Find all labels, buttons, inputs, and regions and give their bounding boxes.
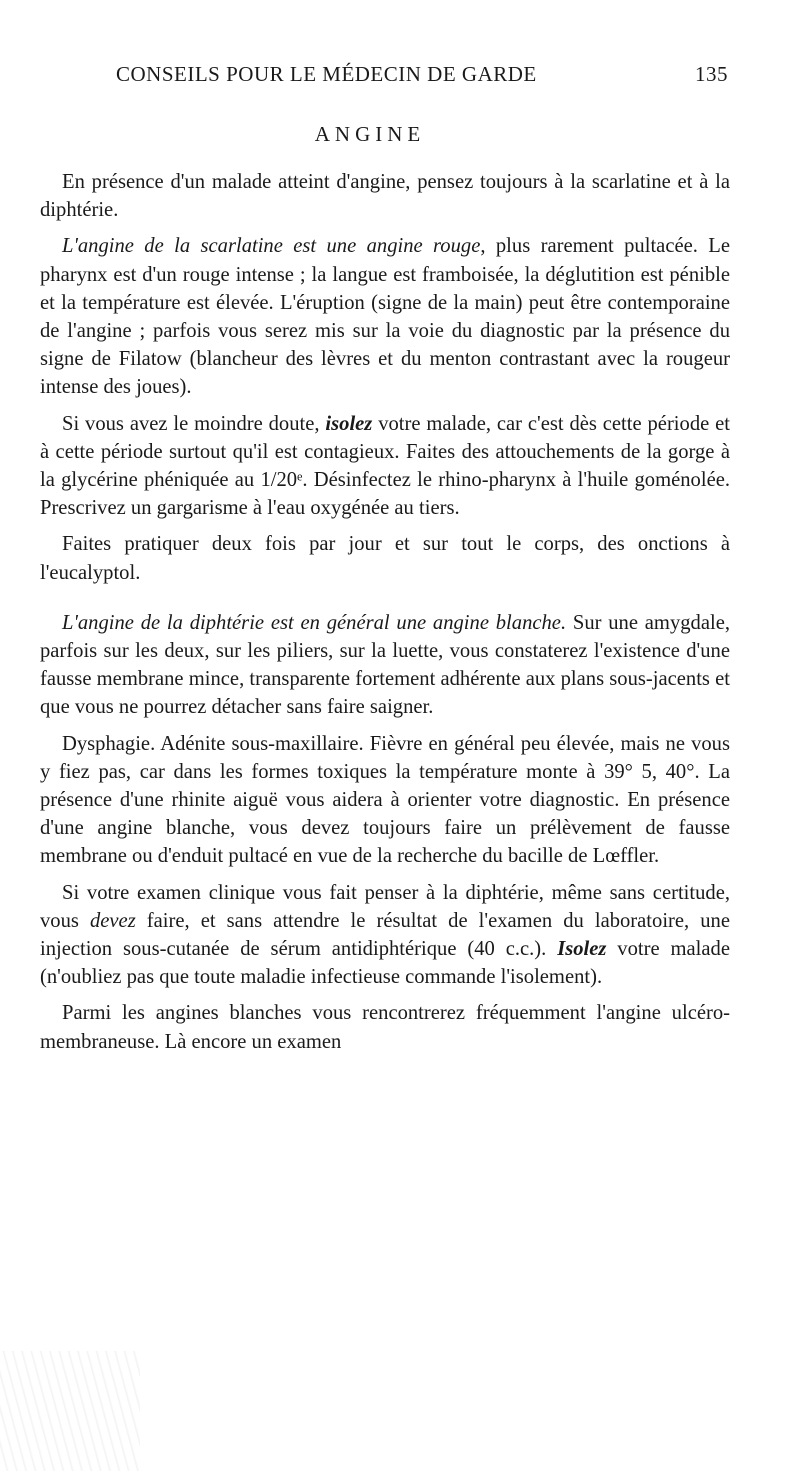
page-number: 135 (695, 62, 728, 86)
paragraph-text: Faites pratiquer deux fois par jour et sur tout le corps, des onctions à l'eucalyptol. (40, 533, 730, 584)
paragraph-text: En présence d'un malade atteint d'angine, pensez toujours à la scarlatine et à la diphtérie. (40, 171, 730, 222)
paragraph-text: Parmi les angines blanches vous rencontrerez fréquemment l'angine ulcéro-membraneuse. Là encore un examen (40, 1002, 730, 1053)
paragraph-text: Sur une amygdale, parfois sur les deux, sur les piliers, sur la luette, vous constaterez l'existence d'une fausse membrane mince, transparente fortement adhérente aux plans sous-jacents et que vous ne pourrez détacher sans faire saigner. (40, 611, 730, 719)
paragraph-text-before: Si vous avez le moindre doute, (62, 412, 326, 435)
paragraph-onctions (40, 530, 730, 586)
paragraph-text-before: Si votre examen clinique vous fait penser à la diphtérie, même sans certitude, vous (40, 881, 730, 932)
paragraph-dysphagie (40, 730, 730, 871)
paragraph-scarlatine (40, 232, 730, 401)
paragraph-italic-lead: L'angine de la scarlatine est une angine rouge (62, 235, 481, 258)
paragraph-isolation (40, 410, 730, 523)
section-heading: ANGINE (314, 122, 426, 146)
paragraph-emphasis: devez (89, 909, 136, 932)
paragraph-examen-clinique (40, 879, 730, 992)
running-head (116, 62, 728, 92)
paragraph-text-after: votre malade (n'oubliez pas que toute maladie infectieuse commande l'isolement). (40, 938, 730, 989)
running-title: CONSEILS POUR LE MÉDECIN DE GARDE (116, 62, 537, 86)
paragraph-diphterie (40, 609, 730, 722)
paragraph-text-after: votre malade, car c'est dès cette période et à cette période surtout qu'il est contagieux. Faites des attouchements de la gorge à la glycérine phéniquée au 1/20ᵉ. Désinfectez le rhino-pharynx à l'huile goménolée. Prescrivez un gargarisme à l'eau oxygénée au tiers. (40, 412, 730, 520)
paragraph-emphasis: isolez (325, 412, 373, 435)
paragraph-italic-lead: L'angine de la diphtérie est en général une angine blanche. (62, 611, 567, 634)
paragraph-ulcero-membraneuse (40, 999, 730, 1055)
paragraph-text-middle: faire, et sans attendre le résultat de l'examen du laboratoire, une injection sous-cutanée de sérum antidiphtérique (40 c.c.). (40, 909, 730, 961)
paragraph-text: , plus rarement pultacée. Le pharynx est d'un rouge intense ; la langue est framboisée, la déglutition est pénible et la température est élevée. L'éruption (signe de la main) peut être contemporaine de l'angine ; parfois vous serez mis sur la voie du diagnostic par la présence du signe de Filatow (blancheur des lèvres et du menton contrastant avec la rougeur intense des joues). (40, 235, 730, 399)
paragraph-intro (40, 168, 730, 224)
body-text (40, 168, 730, 1064)
paragraph-text: Dysphagie. Adénite sous-maxillaire. Fièvre en général peu élevée, mais ne vous y fiez pas, car dans les formes toxiques la température monte à 39° 5, 40°. La présence d'une rhinite aiguë vous aidera à orienter votre diagnostic. En présence d'une angine blanche, vous devez toujours faire un prélèvement de fausse membrane ou d'enduit pultacé en vue de la recherche du bacille de Lœffler. (40, 732, 730, 868)
paragraph-emphasis-2: Isolez (557, 938, 607, 961)
scan-noise (0, 1351, 140, 1471)
